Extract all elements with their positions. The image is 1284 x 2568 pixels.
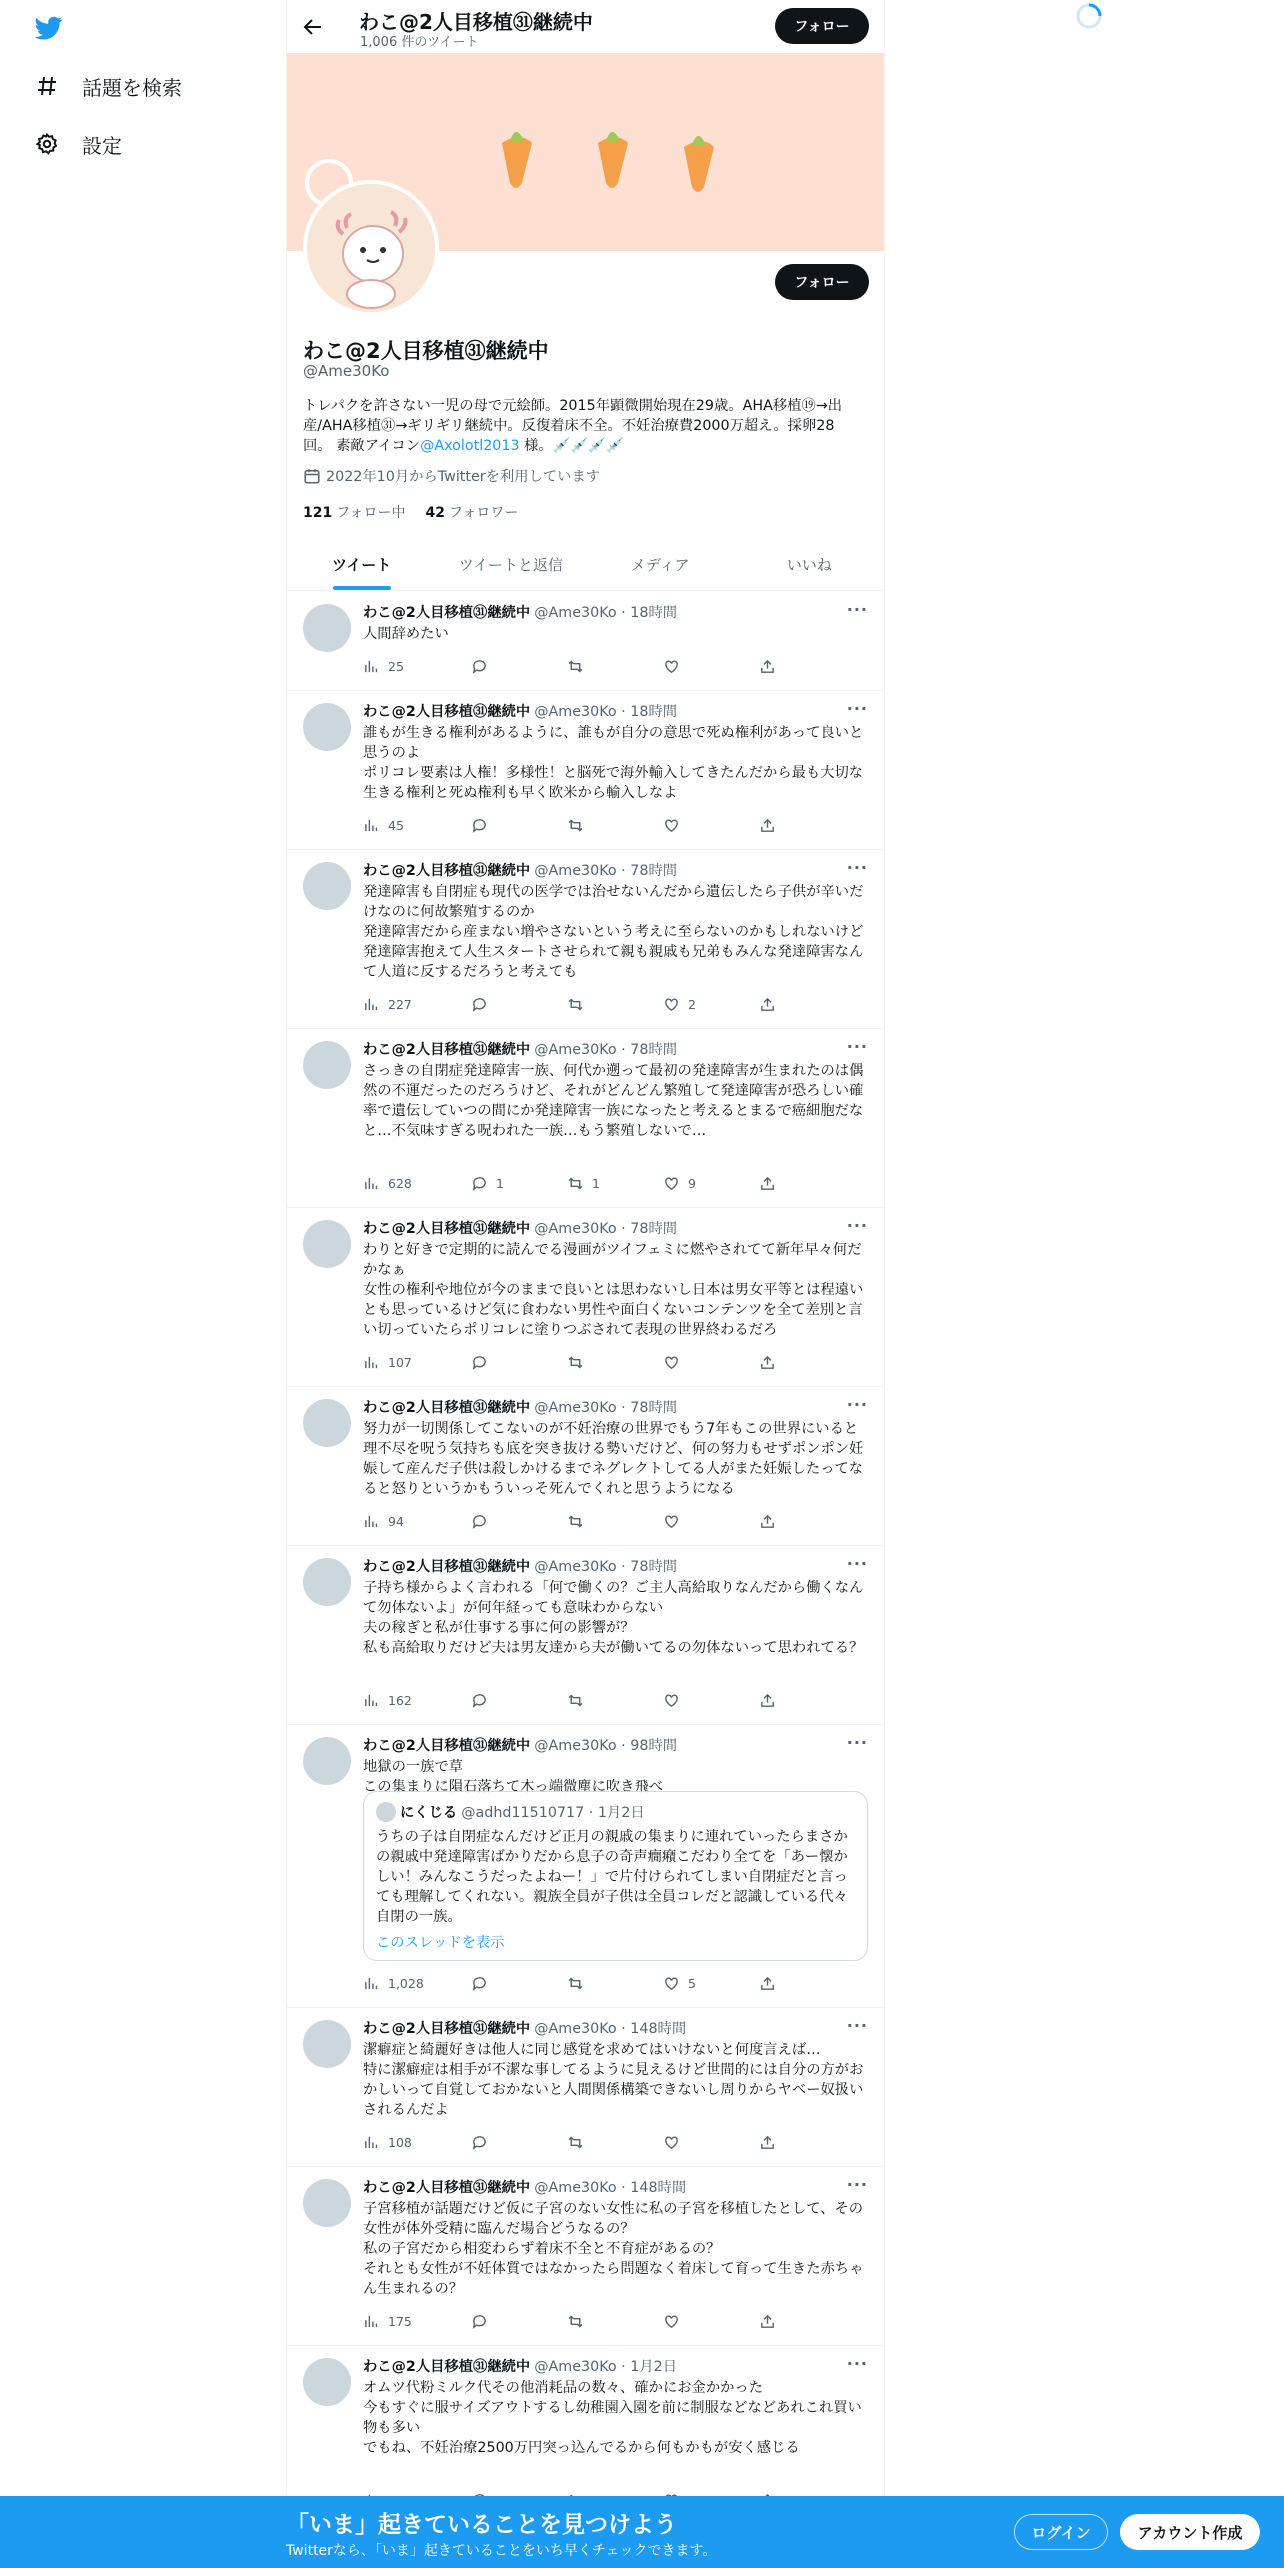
share-button[interactable] — [759, 658, 784, 675]
signup-footer-bar — [0, 2496, 1284, 2568]
views-icon — [363, 1354, 388, 1371]
tweet-meta[interactable]: @Ame30Ko · 18時間 — [534, 704, 678, 720]
retweet-icon — [567, 1975, 592, 1992]
header-tweet-count: 1,006 件のツイート — [360, 35, 479, 50]
tweet[interactable] — [287, 1029, 884, 1208]
reply-icon — [471, 2134, 496, 2151]
tweet[interactable] — [287, 1387, 884, 1546]
tab-media[interactable]: メディア — [630, 555, 690, 574]
like-button[interactable] — [663, 1175, 696, 1192]
tweet-header — [363, 1039, 677, 1059]
more-options-icon[interactable]: ··· — [846, 2175, 868, 2194]
joined-text: 2022年10月からTwitterを利用しています — [326, 469, 601, 485]
retweet-button[interactable] — [567, 1513, 592, 1530]
nav-explore[interactable] — [32, 66, 182, 106]
tweet-text: 子宮移植が話題だけど仮に子宮のない女性に私の子宮を移植したとして、その女性が体外受精に臨んだ場合どうなるの？ 私の子宮だから相変わらず着床不全と不育症があるの？ それとも女性が不妊体質ではなかったら問題なく着床して育って生きた赤ちゃん生まれるの？ — [363, 2201, 864, 2297]
tweet-actions — [363, 1692, 783, 1712]
views-icon — [363, 2134, 388, 2151]
tweet-author-name[interactable]: わこ@2人目移植㉛継続中 — [363, 2180, 531, 2196]
tweet-author-name[interactable]: わこ@2人目移植㉛継続中 — [363, 2359, 531, 2375]
tab-tweets[interactable]: ツイート — [287, 538, 436, 590]
tweet-meta[interactable]: @Ame30Ko · 148時間 — [534, 2021, 687, 2037]
share-icon — [759, 1513, 784, 1530]
views-count: 162 — [388, 1693, 412, 1708]
tweet-avatar[interactable] — [303, 2358, 351, 2406]
share-button[interactable] — [759, 2134, 784, 2151]
views-count: 94 — [388, 1514, 404, 1529]
like-button[interactable] — [663, 1692, 688, 1709]
tab-tweets-replies[interactable]: ツイートと返信 — [458, 555, 563, 574]
tweet-text: 子持ち様からよく言われる「何で働くの？ご主人高給取りなんだから働くなんて勿体ないよ」が何年経っても意味わからない 夫の稼ぎと私が仕事する事に何の影響が？ 私も高給取りだけど夫は男友達から夫が働いてるの勿体ないって思われてる？ — [363, 1580, 864, 1656]
more-options-icon[interactable]: ··· — [846, 1554, 868, 1573]
reply-button[interactable] — [471, 1692, 496, 1709]
followers-count: 42 — [425, 505, 446, 521]
tweet-avatar[interactable] — [303, 1041, 351, 1089]
tweet-author-name[interactable]: わこ@2人目移植㉛継続中 — [363, 2021, 531, 2037]
reply-icon — [471, 1175, 496, 1192]
profile-header-bar — [287, 0, 884, 53]
reply-button[interactable] — [471, 1513, 496, 1530]
tweet-text: 誰もが生きる権利があるように、誰もが自分の意思で死ぬ権利があって良いと思うのよ ポリコレ要素は人権！多様性！と脳死で海外輸入してきたんだから最も大切な生きる権利と死ぬ権利も早く欧米から輸入しなよ — [363, 725, 864, 801]
following-label: フォロー中 — [336, 505, 406, 521]
share-icon — [759, 2313, 784, 2330]
gear-icon — [32, 129, 62, 159]
tweet-avatar[interactable] — [303, 1399, 351, 1447]
retweet-icon — [567, 1175, 592, 1192]
retweet-button[interactable] — [567, 996, 592, 1013]
like-button[interactable] — [663, 1354, 688, 1371]
profile-avatar[interactable] — [303, 180, 439, 316]
tweet-avatar[interactable] — [303, 604, 351, 652]
reply-button[interactable] — [471, 1354, 496, 1371]
reply-icon — [471, 1692, 496, 1709]
tweet-header — [363, 701, 677, 721]
like-count: 9 — [688, 1176, 696, 1191]
views-button[interactable] — [363, 2134, 412, 2151]
quote-meta: @adhd11510717 · 1月2日 — [461, 1805, 645, 1821]
views-icon — [363, 1692, 388, 1709]
tweet-text: 人間辞めたい — [363, 626, 449, 642]
tweet-actions — [363, 1975, 783, 1995]
profile-handle: @Ame30Ko — [303, 362, 390, 380]
signup-button[interactable]: アカウント作成 — [1120, 2514, 1260, 2550]
tweet-author-name[interactable]: わこ@2人目移植㉛継続中 — [363, 1221, 531, 1237]
following-link[interactable] — [303, 502, 406, 522]
heart-icon — [663, 2313, 688, 2330]
more-options-icon[interactable]: ··· — [846, 1395, 868, 1414]
retweet-button[interactable] — [567, 817, 592, 834]
like-count: 5 — [688, 1976, 696, 1991]
share-icon — [759, 1175, 784, 1192]
tweet-header — [363, 602, 677, 622]
tweet-avatar[interactable] — [303, 2020, 351, 2068]
share-icon — [759, 658, 784, 675]
footer-title: 「いま」起きていることを見つけよう — [286, 2512, 677, 2538]
like-button[interactable] — [663, 996, 696, 1013]
reply-button[interactable] — [471, 1175, 504, 1192]
views-button[interactable] — [363, 1692, 412, 1709]
heart-icon — [663, 1513, 688, 1530]
views-button[interactable] — [363, 1513, 404, 1530]
retweet-button[interactable] — [567, 1692, 592, 1709]
like-button[interactable] — [663, 2313, 688, 2330]
heart-icon — [663, 1975, 688, 1992]
views-count: 628 — [388, 1176, 412, 1191]
tweet-actions — [363, 996, 783, 1016]
tweet-actions — [363, 2134, 783, 2154]
reply-button[interactable] — [471, 2313, 496, 2330]
tweet-avatar[interactable] — [303, 703, 351, 751]
axolotl-avatar-image — [307, 184, 435, 312]
share-button[interactable] — [759, 1354, 784, 1371]
tweet-text: 努力が一切関係してこないのが不妊治療の世界でもう7年もこの世界にいると理不尽を呪う気持ちも底を突き抜ける勢いだけど、何の努力もせずポンポン妊娠して産んだ子供は殺しかけるまでネグレクトしてる人がまた妊娠したってなると怒りというかもういっそ死んでくれと思うようになる — [363, 1421, 864, 1497]
tweet-avatar[interactable] — [303, 862, 351, 910]
reply-icon — [471, 1513, 496, 1530]
views-button[interactable] — [363, 658, 404, 675]
views-icon — [363, 658, 388, 675]
retweet-count: 1 — [592, 1176, 600, 1191]
back-arrow-icon[interactable] — [301, 15, 325, 39]
tweet-text: 発達障害も自閉症も現代の医学では治せないんだから遺伝したら子供が辛いだけなのに何故繁殖するのか 発達障害だから産まない増やさないという考えに至らないのかもしれないけど発達障害抱えて人生スタートさせられて親も親戚も兄弟もみんな発達障害なんて人道に反するだろうと考えても — [363, 884, 864, 980]
retweet-icon — [567, 996, 592, 1013]
views-count: 25 — [388, 659, 404, 674]
tweet-author-name[interactable]: わこ@2人目移植㉛継続中 — [363, 1400, 531, 1416]
tweet-avatar[interactable] — [303, 1220, 351, 1268]
tweet-header — [363, 1735, 677, 1755]
share-icon — [759, 1354, 784, 1371]
reply-icon — [471, 1354, 496, 1371]
reply-icon — [471, 996, 496, 1013]
tweet-text: わりと好きで定期的に読んでる漫画がツイフェミに燃やされてて新年早々何だかなぁ 女性の権利や地位が今のままで良いとは思わないし日本は男女平等とは程遠いとも思っているけど気に食わない男性や面白くないコンテンツを全て差別と言い切っていたらポリコレに塗りつぶされて表現の世界終わるだろ — [363, 1242, 864, 1338]
tweet[interactable] — [287, 850, 884, 1029]
reply-button[interactable] — [471, 2134, 496, 2151]
more-options-icon[interactable]: ··· — [846, 699, 868, 718]
views-count: 108 — [388, 2135, 412, 2150]
tweet-header — [363, 2356, 677, 2376]
joined-date — [303, 466, 600, 486]
quote-avatar — [376, 1802, 396, 1822]
share-button[interactable] — [759, 1175, 784, 1192]
retweet-icon — [567, 2313, 592, 2330]
reply-button[interactable] — [471, 1975, 496, 1992]
views-icon — [363, 817, 388, 834]
nav-settings[interactable] — [32, 124, 122, 164]
share-icon — [759, 2134, 784, 2151]
views-count: 1,028 — [388, 1976, 424, 1991]
views-count: 107 — [388, 1355, 412, 1370]
reply-icon — [471, 2313, 496, 2330]
tweet-meta[interactable]: @Ame30Ko · 78時間 — [534, 863, 678, 879]
tweet-text: オムツ代粉ミルク代その他消耗品の数々、確かにお金かかった 今もすぐに服サイズアウトするし幼稚園入園を前に制服などなどあれこれ買い物も多い でもね、不妊治療2500万円突っ込んでるから何もかもが安く感じる — [363, 2380, 862, 2456]
retweet-button[interactable] — [567, 1354, 592, 1371]
follow-stats — [303, 502, 518, 522]
share-button[interactable] — [759, 1692, 784, 1709]
reply-button[interactable] — [471, 996, 496, 1013]
views-icon — [363, 1975, 388, 1992]
tweet[interactable] — [287, 1725, 884, 2008]
show-thread-link[interactable]: このスレッドを表示 — [376, 1935, 505, 1951]
retweet-icon — [567, 817, 592, 834]
share-icon — [759, 817, 784, 834]
tweet-avatar[interactable] — [303, 1558, 351, 1606]
tweet-header — [363, 2177, 686, 2197]
retweet-icon — [567, 1513, 592, 1530]
tweet-meta[interactable]: @Ame30Ko · 78時間 — [534, 1221, 678, 1237]
tweet-actions — [363, 1354, 783, 1374]
header-title: わこ@2人目移植㉛継続中 — [359, 10, 593, 34]
quote-author-name: にくじる — [400, 1805, 458, 1821]
tweet-meta[interactable]: @Ame30Ko · 78時間 — [534, 1042, 678, 1058]
views-button[interactable] — [363, 1354, 412, 1371]
heart-icon — [663, 2134, 688, 2151]
reply-button[interactable] — [471, 658, 496, 675]
views-icon — [363, 2313, 388, 2330]
more-options-icon[interactable]: ··· — [846, 1216, 868, 1235]
views-icon — [363, 996, 388, 1013]
tweet-actions — [363, 1513, 783, 1533]
share-icon — [759, 1975, 784, 1992]
retweet-icon — [567, 2134, 592, 2151]
like-button[interactable] — [663, 1975, 696, 1992]
tweet-avatar[interactable] — [303, 2179, 351, 2227]
views-button[interactable] — [363, 996, 412, 1013]
more-options-icon[interactable]: ··· — [846, 1733, 868, 1752]
header-follow-button[interactable]: フォロー — [775, 8, 869, 44]
like-count: 2 — [688, 997, 696, 1012]
loading-spinner-icon — [1075, 2, 1103, 30]
share-button[interactable] — [759, 1975, 784, 1992]
more-options-icon[interactable]: ··· — [846, 1037, 868, 1056]
tweet-meta[interactable]: @Ame30Ko · 78時間 — [534, 1400, 678, 1416]
profile-follow-button[interactable]: フォロー — [775, 264, 869, 300]
retweet-button[interactable] — [567, 2134, 592, 2151]
like-button[interactable] — [663, 658, 688, 675]
tweet-meta[interactable]: @Ame30Ko · 98時間 — [534, 1738, 678, 1754]
login-button[interactable]: ログイン — [1014, 2514, 1108, 2550]
more-options-icon[interactable]: ··· — [846, 2354, 868, 2373]
retweet-button[interactable] — [567, 658, 592, 675]
reply-count: 1 — [496, 1176, 504, 1191]
reply-icon — [471, 658, 496, 675]
share-button[interactable] — [759, 817, 784, 834]
profile-name: わこ@2人目移植㉛継続中 — [303, 339, 549, 363]
tweet-text: 潔癖症と綺麗好きは他人に同じ感覚を求めてはいけないと何度言えば… 特に潔癖症は相手が不潔な事してるように見えるけど世間的には自分の方がおかしいって自覚しておかないと人間関係構築できないし周りからヤベー奴扱いされるんだよ — [363, 2042, 864, 2118]
views-button[interactable] — [363, 1175, 412, 1192]
views-count: 175 — [388, 2314, 412, 2329]
bio-text: トレパクを許さない一児の母で元絵師。2015年顕微開始現在29歳。AHA移植⑲→出産/AHA移植㉛→ギリギリ継続中。反復着床不全。不妊治療費2000万超え。採卵28回。 素敵アイコン — [303, 398, 843, 454]
reply-icon — [471, 817, 496, 834]
tweet-header — [363, 1218, 677, 1238]
tweet-header — [363, 860, 677, 880]
reply-icon — [471, 1975, 496, 1992]
footer-subtitle: Twitterなら、「いま」起きていることをいち早くチェックできます。 — [286, 2543, 717, 2559]
tweet-meta[interactable]: @Ame30Ko · 18時間 — [534, 605, 678, 621]
like-button[interactable] — [663, 817, 688, 834]
tweet-author-name[interactable]: わこ@2人目移植㉛継続中 — [363, 605, 531, 621]
share-button[interactable] — [759, 996, 784, 1013]
retweet-button[interactable] — [567, 1175, 600, 1192]
tweet-actions — [363, 1175, 783, 1195]
like-button[interactable] — [663, 1513, 688, 1530]
tweet-meta[interactable]: @Ame30Ko · 148時間 — [534, 2180, 687, 2196]
retweet-icon — [567, 1692, 592, 1709]
tweet-meta[interactable]: @Ame30Ko · 78時間 — [534, 1559, 678, 1575]
bio-text-end: 様。💉💉💉💉 — [519, 438, 624, 454]
more-options-icon[interactable]: ··· — [846, 858, 868, 877]
hashtag-icon — [32, 71, 62, 101]
tweet[interactable] — [287, 1208, 884, 1387]
tweet[interactable] — [287, 691, 884, 850]
tweet-text: 地獄の一族で草 この集まりに隕石落ちて木っ端微塵に吹き飛べ — [363, 1759, 664, 1795]
share-button[interactable] — [759, 2313, 784, 2330]
quoted-tweet[interactable] — [363, 1791, 868, 1961]
heart-icon — [663, 1175, 688, 1192]
tweet-avatar[interactable] — [303, 1737, 351, 1785]
tab-likes[interactable]: いいね — [786, 555, 832, 574]
tweet-meta[interactable]: @Ame30Ko · 1月2日 — [534, 2359, 678, 2375]
tweet-actions — [363, 817, 783, 837]
tweet-header — [363, 2018, 686, 2038]
heart-icon — [663, 996, 688, 1013]
tweet-header — [363, 1397, 677, 1417]
tweet-author-name[interactable]: わこ@2人目移植㉛継続中 — [363, 1559, 531, 1575]
quote-text: うちの子は自閉症なんだけど正月の親戚の集まりに連れていったらまさかの親戚中発達障害ばかりだから息子の奇声癇癪こだわり全てを「あー懐かしい！みんなこうだったよねー！」で片付けられてしまい自閉症だと言っても理解してくれない。親族全員が子供は全員コレだと認識している代々自閉の一族。 — [376, 1829, 848, 1925]
nav-settings-label: 設定 — [82, 133, 122, 158]
tweet[interactable] — [287, 2008, 884, 2167]
views-button[interactable] — [363, 1975, 424, 1992]
views-icon — [363, 1175, 388, 1192]
tweet[interactable] — [287, 1546, 884, 1725]
heart-icon — [663, 658, 688, 675]
main-column — [286, 0, 885, 2568]
views-button[interactable] — [363, 2313, 412, 2330]
quote-header — [376, 1802, 645, 1822]
views-button[interactable] — [363, 817, 404, 834]
tweet-author-name[interactable]: わこ@2人目移植㉛継続中 — [363, 1738, 531, 1754]
profile-tabs — [287, 538, 884, 591]
followers-label: フォロワー — [449, 505, 519, 521]
reply-button[interactable] — [471, 817, 496, 834]
twitter-logo-icon[interactable] — [32, 14, 66, 42]
more-options-icon[interactable]: ··· — [846, 600, 868, 619]
followers-link[interactable] — [426, 502, 519, 522]
more-options-icon[interactable]: ··· — [846, 2016, 868, 2035]
retweet-button[interactable] — [567, 2313, 592, 2330]
tweet-header — [363, 1556, 677, 1576]
retweet-button[interactable] — [567, 1975, 592, 1992]
views-icon — [363, 1513, 388, 1530]
profile-bio — [303, 396, 863, 456]
tweet-author-name[interactable]: わこ@2人目移植㉛継続中 — [363, 1042, 531, 1058]
views-count: 227 — [388, 997, 412, 1012]
retweet-icon — [567, 658, 592, 675]
views-count: 45 — [388, 818, 404, 833]
following-count: 121 — [303, 505, 333, 521]
bio-mention-link[interactable]: @Axolotl2013 — [420, 438, 520, 454]
heart-icon — [663, 1354, 688, 1371]
tweet[interactable] — [287, 2167, 884, 2346]
like-button[interactable] — [663, 2134, 688, 2151]
retweet-icon — [567, 1354, 592, 1371]
tweet-actions — [363, 658, 783, 678]
left-nav — [0, 0, 286, 2568]
tweet-author-name[interactable]: わこ@2人目移植㉛継続中 — [363, 863, 531, 879]
nav-explore-label: 話題を検索 — [82, 75, 182, 100]
share-icon — [759, 1692, 784, 1709]
tweet[interactable] — [287, 592, 884, 691]
share-icon — [759, 996, 784, 1013]
heart-icon — [663, 1692, 688, 1709]
tweet-author-name[interactable]: わこ@2人目移植㉛継続中 — [363, 704, 531, 720]
tweet-text: さっきの自閉症発達障害一族、何代か遡って最初の発達障害が生まれたのは偶然の不運だったのだろうけど、それがどんどん繁殖して発達障害が恐ろしい確率で遺伝していつの間にか発達障害一族になったと考えるとまるで癌細胞だなと…不気味すぎる呪われた一族…もう繁殖しないで… — [363, 1063, 864, 1139]
heart-icon — [663, 817, 688, 834]
share-button[interactable] — [759, 1513, 784, 1530]
calendar-icon — [303, 467, 321, 485]
tweet-actions — [363, 2313, 783, 2333]
